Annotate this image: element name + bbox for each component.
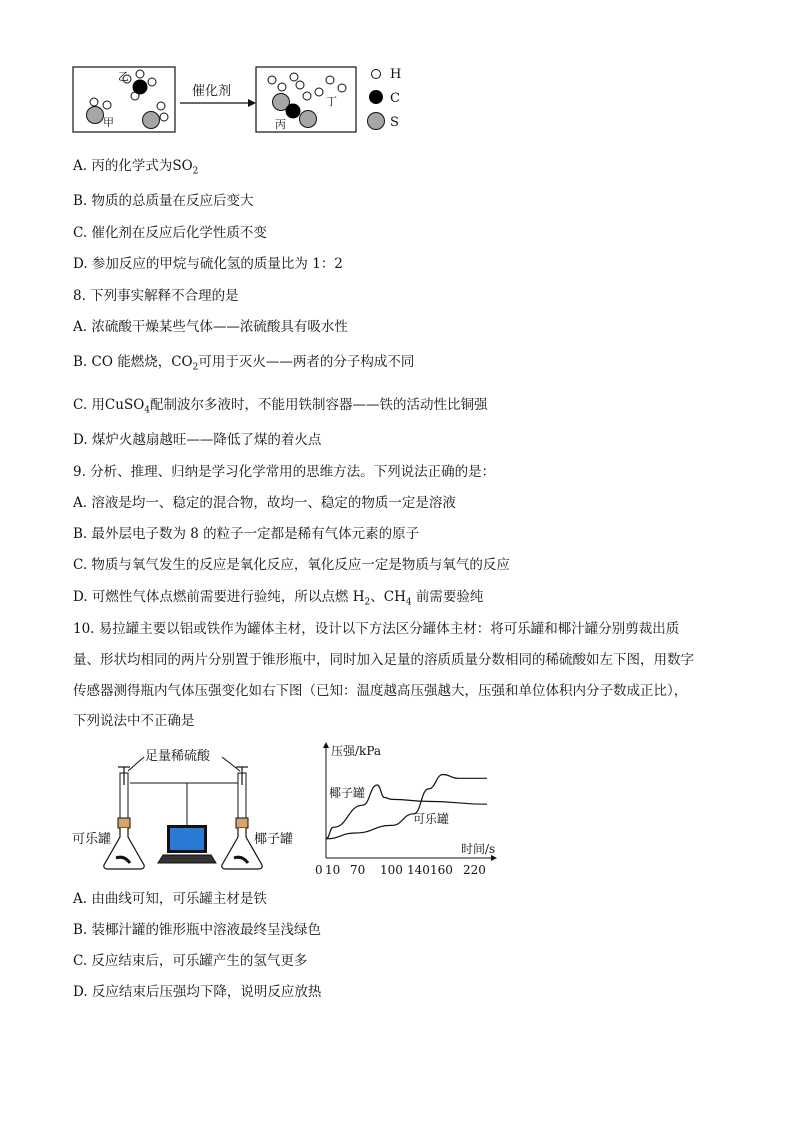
q10-stem-line-3: 传感器测得瓶内气体压强变化如右下图（已知：温度越高压强越大，压强和单位体积内分子数成正比）， <box>73 683 688 699</box>
laptop-screen <box>170 828 204 850</box>
h-atom <box>315 88 323 96</box>
label-bing: 丙 <box>275 118 286 131</box>
x-tick-label: 220 <box>463 863 486 877</box>
q10-stem-line-2: 量、形状均相同的两片分别置于锥形瓶中，同时加入足量的溶质质量分数相同的稀硫酸如左下图，用数字 <box>73 652 694 668</box>
apparatus-diagram <box>70 745 294 875</box>
arrow-head <box>248 99 256 107</box>
y-axis-label: 压强/kPa <box>331 744 382 758</box>
h-atom <box>148 78 156 86</box>
q10-option-b: B. 装椰汁罐的锥形瓶中溶液最终呈浅绿色 <box>73 922 322 938</box>
h-atom <box>136 70 144 78</box>
left-stopper <box>118 818 130 828</box>
h-atom <box>338 84 346 92</box>
h-atom <box>157 102 165 110</box>
q7-option-a: A. 丙的化学式为$SO_2$ <box>73 158 199 177</box>
q8-option-b: B. CO 能燃烧，$CO_2$可用于灭火——两者的分子构成不同 <box>73 354 415 373</box>
h-atom <box>278 83 286 91</box>
q9-stem: 9. 分析、推理、归纳是学习化学常用的思维方法。下列说法正确的是： <box>73 464 496 480</box>
x-tick-label: 70 <box>350 863 366 877</box>
series-line-1 <box>326 775 487 839</box>
q7-option-b: B. 物质的总质量在反应后变大 <box>73 193 254 209</box>
h-atom <box>290 73 298 81</box>
series-label-coconut: 椰子罐 <box>329 786 366 800</box>
acid-label: 足量稀硫酸 <box>145 749 211 764</box>
h-atom <box>296 81 304 89</box>
label-leader-left <box>128 757 144 771</box>
h-atom <box>103 101 111 109</box>
x-tick-label: 160 <box>430 863 453 877</box>
x-tick-label: 0 <box>315 863 323 877</box>
x-tick-label: 10 <box>325 863 341 877</box>
c-atom <box>133 80 147 94</box>
h-atom <box>160 113 168 121</box>
q10-stem-line-1: 10. 易拉罐主要以铝或铁作为罐体主材，设计以下方法区分罐体主材：将可乐罐和椰汁罐分别剪裁出质 <box>73 621 680 637</box>
legend-c-swatch <box>369 90 383 104</box>
q7-option-c: C. 催化剂在反应后化学性质不变 <box>73 225 267 241</box>
s-atom <box>87 107 104 124</box>
q10-option-d: D. 反应结束后压强均下降，说明反应放热 <box>73 984 322 1000</box>
label-yi: 乙 <box>118 70 129 83</box>
q10-stem-line-4: 下列说法中不正确是 <box>73 713 195 729</box>
right-flask-label: 椰子罐 <box>254 832 294 847</box>
q8-option-a: A. 浓硫酸干燥某些气体——浓硫酸具有吸水性 <box>73 319 348 335</box>
catalyst-label: 催化剂 <box>192 84 232 99</box>
x-axis-label: 时间/s <box>461 842 496 856</box>
q7-option-d: D. 参加反应的甲烷与硫化氢的质量比为 1：2 <box>73 256 343 272</box>
q8-option-c: C. 用CuSO$_4$配制波尔多液时，不能用铁制容器——铁的活动性比铜强 <box>73 397 488 416</box>
chart-ticks-group <box>315 863 486 877</box>
label-leader-right <box>222 757 240 771</box>
c-atom <box>286 104 300 118</box>
y-axis-arrow <box>323 742 329 748</box>
h-atom <box>326 76 334 84</box>
q9-option-d: D. 可燃性气体点燃前需要进行验纯，所以点燃 $H_2$、$CH_4$ 前需要验纯 <box>73 589 484 608</box>
s-atom <box>300 111 317 128</box>
legend-c-label: C <box>390 91 400 106</box>
series-label-cola: 可乐罐 <box>413 812 450 826</box>
legend-s-swatch <box>368 113 385 130</box>
right-stopper <box>236 818 248 828</box>
chart-series-group <box>326 775 487 839</box>
h-atom <box>268 76 276 84</box>
h-atom <box>303 92 311 100</box>
h-atom <box>90 98 98 106</box>
legend-h-label: H <box>390 67 402 82</box>
laptop-keyboard <box>158 855 216 863</box>
left-flask-label: 可乐罐 <box>72 832 112 847</box>
q9-option-b: B. 最外层电子数为 8 的粒子一定都是稀有气体元素的原子 <box>73 526 420 542</box>
legend-s-label: S <box>390 115 399 130</box>
label-ding: 丁 <box>326 95 337 108</box>
label-jia: 甲 <box>103 116 114 129</box>
reaction-diagram <box>70 60 420 140</box>
q8-stem: 8. 下列事实解释不合理的是 <box>73 288 239 304</box>
x-tick-label: 140 <box>407 863 430 877</box>
pressure-chart <box>315 740 500 880</box>
q10-option-c: C. 反应结束后，可乐罐产生的氢气更多 <box>73 953 308 969</box>
q9-option-c: C. 物质与氧气发生的反应是氧化反应，氧化反应一定是物质与氧气的反应 <box>73 557 510 573</box>
legend-h-swatch <box>372 70 381 79</box>
x-tick-label: 100 <box>380 863 403 877</box>
q9-option-a: A. 溶液是均一、稳定的混合物，故均一、稳定的物质一定是溶液 <box>73 495 456 511</box>
s-atom <box>143 112 160 129</box>
q8-option-d: D. 煤炉火越扇越旺——降低了煤的着火点 <box>73 432 322 448</box>
q10-option-a: A. 由曲线可知，可乐罐主材是铁 <box>73 891 267 907</box>
